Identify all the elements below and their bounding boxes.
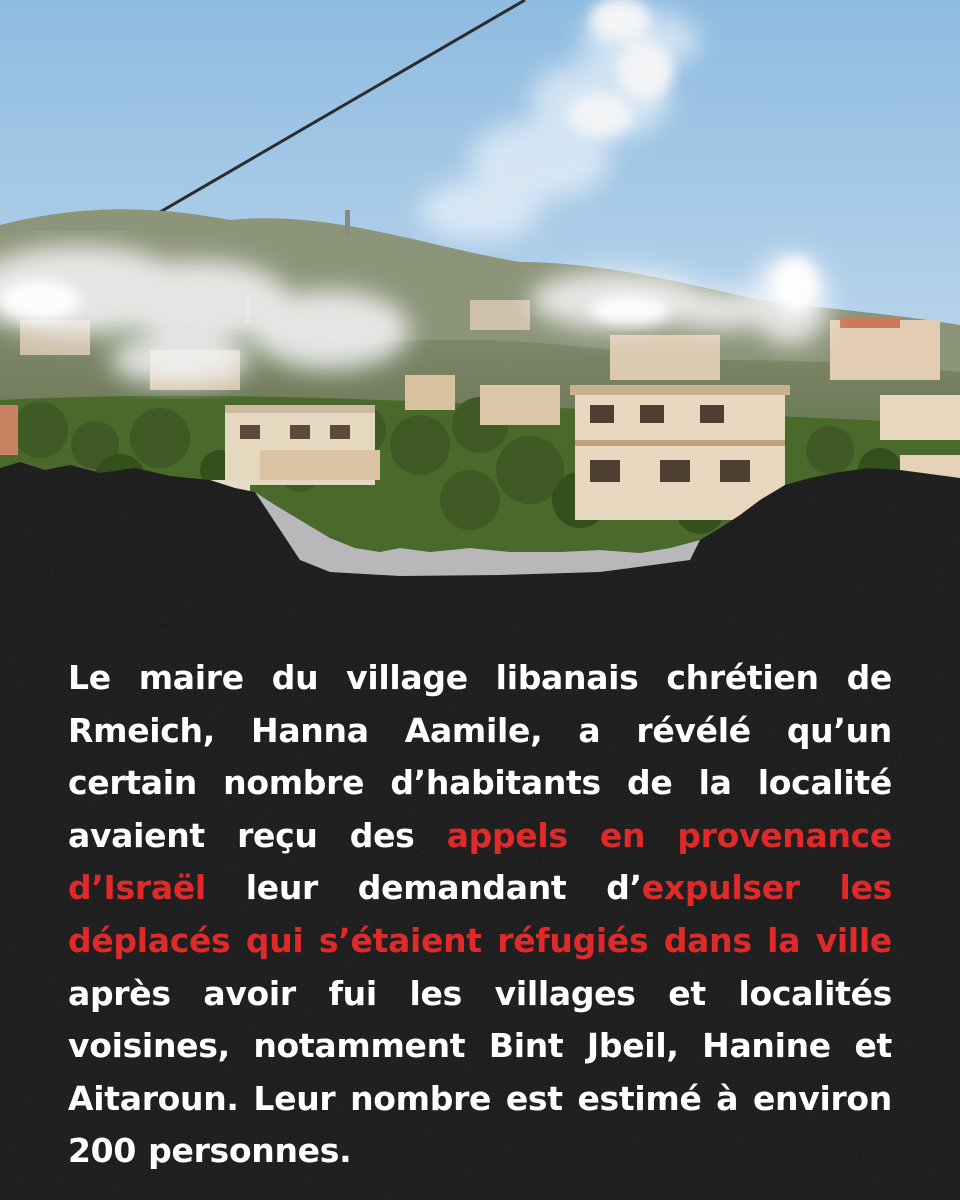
- article-text-part3: après avoir fui les villages et localités voisines, notamment Bint Jbeil, Hanine et Aitaroun. Leur nombre est estimé à environ 200 personnes.: [68, 973, 892, 1171]
- article-text: [68, 652, 892, 1178]
- article-text-part2: leur demandant d’: [205, 868, 642, 908]
- article-text-part1: Le maire du village libanais chrétien de Rmeich, Hanna Aamile, a révélé qu’un certain nombre d’habitants de la localité avaient reçu des: [68, 658, 892, 855]
- highlight-calls-from-israel: appels en provenance d’Israël: [68, 815, 893, 908]
- highlight-expel-displaced: expulser les déplacés qui s’étaient réfugiés dans la ville: [68, 868, 892, 960]
